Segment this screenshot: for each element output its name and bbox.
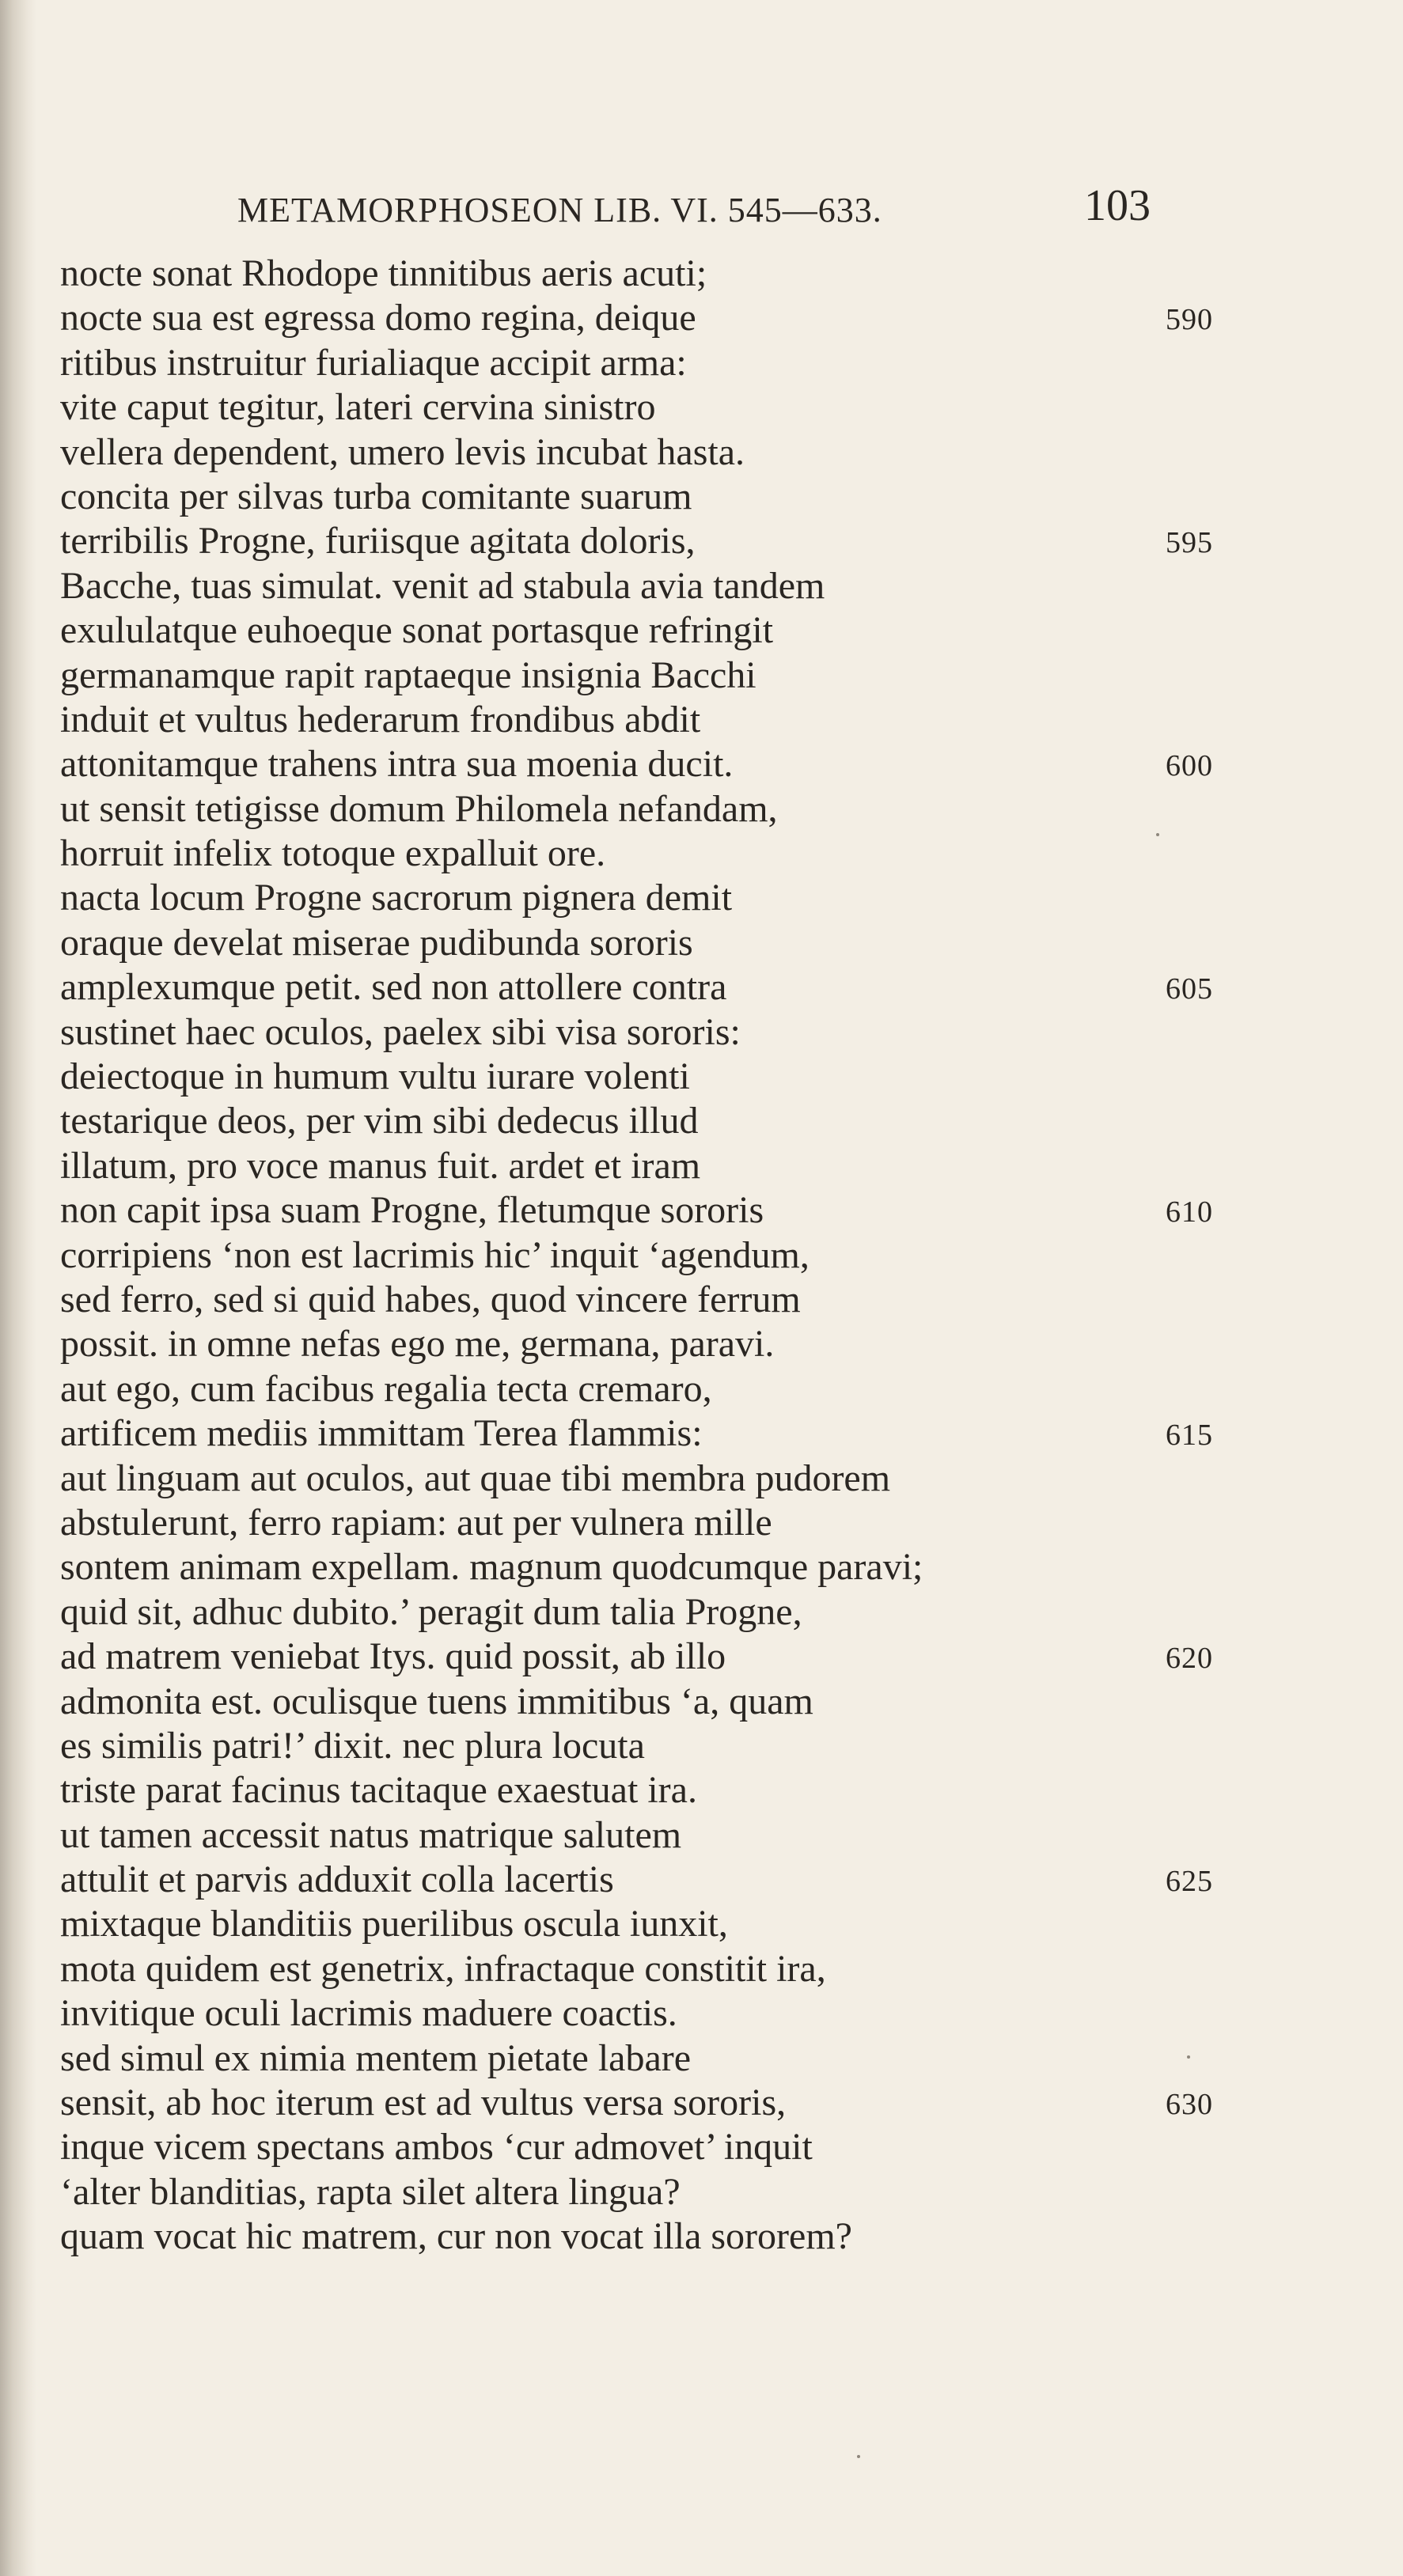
verse-line-text: ad matrem veniebat Itys. quid possit, ab illo xyxy=(60,1635,726,1678)
verse-line xyxy=(60,1457,1326,1501)
verse-line-text: sontem animam expellam. magnum quodcumque paravi; xyxy=(60,1546,923,1589)
verse-line-text: abstulerunt, ferro rapiam: aut per vulnera mille xyxy=(60,1501,772,1544)
verse-line-text: es similis patri!’ dixit. nec plura locuta xyxy=(60,1724,645,1767)
verse-line xyxy=(60,475,1326,519)
verse-line-text: sustinet haec oculos, paelex sibi visa sororis: xyxy=(60,1010,741,1053)
verse-line-text: aut linguam aut oculos, aut quae tibi membra pudorem xyxy=(60,1457,891,1499)
verse-line xyxy=(60,1947,1326,1991)
verse-line xyxy=(60,2170,1326,2214)
verse-line xyxy=(60,1680,1326,1724)
verse-line-text: nocte sonat Rhodope tinnitibus aeris acuti; xyxy=(60,252,707,294)
verse-line-number: 630 xyxy=(1166,2088,1213,2122)
paper-speck xyxy=(857,2455,860,2458)
verse-line xyxy=(60,1768,1326,1813)
verse-line-text: corripiens ‘non est lacrimis hic’ inquit ‘agendum, xyxy=(60,1233,810,1276)
verse-line xyxy=(60,341,1326,385)
verse-line-text: quam vocat hic matrem, cur non vocat illa sororem? xyxy=(60,2215,852,2258)
verse-line-text: aut ego, cum facibus regalia tecta cremaro, xyxy=(60,1367,712,1410)
verse-line-text: admonita est. oculisque tuens immitibus ‘a, quam xyxy=(60,1680,813,1722)
verse-line xyxy=(60,787,1326,832)
verse-line-text: triste parat facinus tacitaque exaestuat ira. xyxy=(60,1769,697,1812)
verse-line-text: ut sensit tetigisse domum Philomela nefandam, xyxy=(60,787,778,830)
verse-line xyxy=(60,1501,1326,1545)
verse-line xyxy=(60,1144,1326,1188)
verse-line-text: inque vicem spectans ambos ‘cur admovet’ inquit xyxy=(60,2126,813,2169)
verse-line-text: germanamque rapit raptaeque insignia Bacchi xyxy=(60,653,756,696)
verse-line xyxy=(60,2036,1326,2081)
verse-line xyxy=(60,921,1326,965)
verse-line-text: ritibus instruitur furialiaque accipit arma: xyxy=(60,341,687,384)
verse-line-text: vellera dependent, umero levis incubat hasta. xyxy=(60,430,745,473)
verse-line-text: artificem mediis immittam Terea flammis: xyxy=(60,1412,703,1455)
verse-line xyxy=(60,2081,1326,2125)
verse-line xyxy=(60,742,1326,786)
verse-line-text: sed simul ex nimia mentem pietate labare xyxy=(60,2036,692,2079)
verse-line xyxy=(60,430,1326,475)
verse-line-text: quid sit, adhuc dubito.’ peragit dum talia Progne, xyxy=(60,1590,802,1633)
binding-edge-shadow xyxy=(0,0,36,2576)
verse-line xyxy=(60,564,1326,608)
verse-line xyxy=(60,653,1326,698)
verse-line xyxy=(60,1278,1326,1322)
verse-line-number: 595 xyxy=(1166,526,1213,560)
verse-line-text: sensit, ab hoc iterum est ad vultus versa sororis, xyxy=(60,2082,787,2124)
verse-line-text: horruit infelix totoque expalluit ore. xyxy=(60,832,606,875)
verse-line-number: 610 xyxy=(1166,1195,1213,1229)
verse-line xyxy=(60,608,1326,653)
verse-line xyxy=(60,1322,1326,1366)
verse-line xyxy=(60,1233,1326,1278)
paper-speck xyxy=(1187,2055,1190,2059)
page-number: 103 xyxy=(1084,181,1151,230)
verse-line-number: 615 xyxy=(1166,1419,1213,1453)
verse-line-text: nacta locum Progne sacrorum pignera demit xyxy=(60,877,733,919)
verse-line xyxy=(60,1188,1326,1233)
verse-line xyxy=(60,2214,1326,2259)
verse-line-text: illatum, pro voce manus fuit. ardet et iram xyxy=(60,1144,701,1187)
verse-line-text: deiectoque in humum vultu iurare volenti xyxy=(60,1055,690,1098)
verse-line-text: mixtaque blanditiis puerilibus oscula iunxit, xyxy=(60,1903,728,1945)
paper-speck xyxy=(1156,833,1159,836)
verse-line xyxy=(60,519,1326,563)
verse-line-text: attulit et parvis adduxit colla lacertis xyxy=(60,1858,614,1901)
verse-line-text: amplexumque petit. sed non attollere contra xyxy=(60,966,727,1009)
verse-line xyxy=(60,1055,1326,1099)
verse-line-text: ut tamen accessit natus matrique salutem xyxy=(60,1813,682,1856)
verse-line xyxy=(60,2125,1326,2169)
verse-line-text: possit. in omne nefas ego me, germana, paravi. xyxy=(60,1323,775,1366)
verse-line-text: testarique deos, per vim sibi dedecus illud xyxy=(60,1100,699,1142)
verse-line-number: 590 xyxy=(1166,303,1213,337)
verse-line-text: invitique oculi lacrimis maduere coactis. xyxy=(60,1992,677,2035)
verse-line xyxy=(60,1545,1326,1589)
verse-line xyxy=(60,1099,1326,1143)
verse-line-number: 620 xyxy=(1166,1642,1213,1676)
verse-line xyxy=(60,385,1326,430)
verse-line xyxy=(60,876,1326,920)
verse-line xyxy=(60,1991,1326,2036)
verse-line-text: mota quidem est genetrix, infractaque constitit ira, xyxy=(60,1947,826,1990)
verse-line-text: ‘alter blanditias, rapta silet altera lingua? xyxy=(60,2170,681,2213)
verse-line-text: concita per silvas turba comitante suarum xyxy=(60,475,692,517)
verse-line-text: vite caput tegitur, lateri cervina sinistro xyxy=(60,386,656,429)
poem-text-block xyxy=(60,252,1326,2260)
running-title: METAMORPHOSEON LIB. VI. 545—633. xyxy=(237,191,882,229)
verse-line xyxy=(60,832,1326,876)
verse-line-text: induit et vultus hederarum frondibus abdit xyxy=(60,698,701,741)
verse-line xyxy=(60,1590,1326,1635)
verse-line xyxy=(60,1858,1326,1902)
verse-line xyxy=(60,1635,1326,1679)
verse-line-text: terribilis Progne, furiisque agitata doloris, xyxy=(60,520,696,563)
verse-line xyxy=(60,296,1326,340)
verse-line-text: exululatque euhoeque sonat portasque refringit xyxy=(60,609,774,652)
verse-line xyxy=(60,1010,1326,1055)
verse-line xyxy=(60,1724,1326,1768)
running-head xyxy=(237,180,1155,236)
verse-line-number: 625 xyxy=(1166,1865,1213,1899)
verse-line-text: Bacche, tuas simulat. venit ad stabula avia tandem xyxy=(60,564,825,607)
verse-line xyxy=(60,1367,1326,1411)
verse-line-text: oraque develat miserae pudibunda sororis xyxy=(60,921,693,964)
verse-line-text: nocte sua est egressa domo regina, deique xyxy=(60,297,696,339)
verse-line xyxy=(60,698,1326,742)
verse-line-text: non capit ipsa suam Progne, fletumque sororis xyxy=(60,1189,764,1232)
verse-line xyxy=(60,1813,1326,1858)
verse-line-number: 605 xyxy=(1166,972,1213,1006)
verse-line xyxy=(60,965,1326,1010)
verse-line xyxy=(60,1902,1326,1946)
verse-line-number: 600 xyxy=(1166,749,1213,783)
verse-line xyxy=(60,252,1326,296)
verse-line-text: attonitamque trahens intra sua moenia ducit. xyxy=(60,743,734,786)
verse-line xyxy=(60,1411,1326,1456)
verse-line-text: sed ferro, sed si quid habes, quod vincere ferrum xyxy=(60,1278,801,1320)
